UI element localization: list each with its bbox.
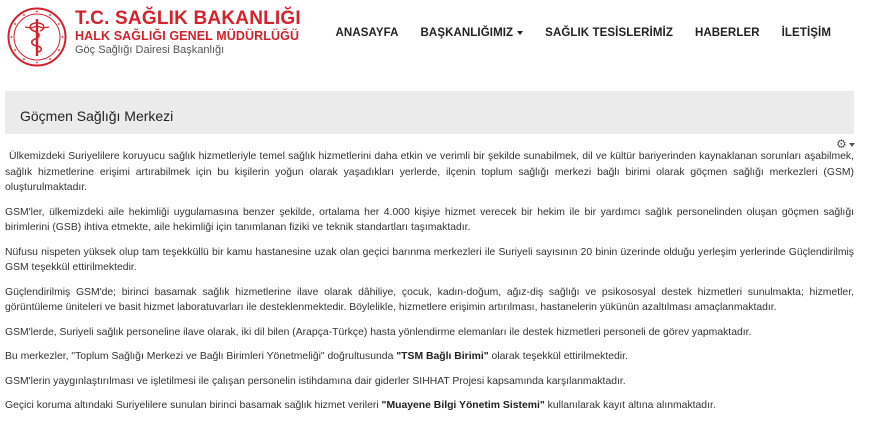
- paragraph: [5, 349, 854, 365]
- brand-title: T.C. SAĞLIK BAKANLIĞI: [75, 8, 301, 29]
- site-header: [0, 0, 880, 78]
- paragraph: [5, 398, 854, 414]
- paragraph: GSM'lerde, Suriyeli sağlık personeline ilave olarak, iki dil bilen (Arapça-Türkçe) hasta yönlendirme elemanları ile destek hizmetleri personeli de görev yapmaktadır.: [5, 326, 752, 338]
- article-body: [5, 149, 854, 423]
- text: kullanılarak kayıt altına alınmaktadır.: [544, 400, 716, 411]
- nav-item-presidency[interactable]: [410, 27, 535, 39]
- chevron-down-icon: [517, 31, 523, 35]
- paragraph: Güçlendirilmiş GSM'de; birinci basamak sağlık hizmetlerine ilave olarak dâhiliye, çocuk, kadın-doğum, ağız-diş sağlığı ve psikososyal destek hizmetleri sunulmakta; hizmetler, görüntüleme üniteleri ve basit hizmet laboratuvarları ile desteklenmektedir. Böylelikle, hizmetlere erişimin artırılması, hastanelerin yükünün azaltılması amaçlanmaktadır.: [5, 286, 854, 313]
- gear-icon: ⚙: [836, 137, 847, 151]
- bold-text: "Muayene Bilgi Yönetim Sistemi": [381, 400, 545, 411]
- text: Bu merkezler, "Toplum Sağlığı Merkezi ve Bağlı Birimleri Yönetmeliği" doğrultusunda: [5, 351, 397, 362]
- brand-subtitle: HALK SAĞLIĞI GENEL MÜDÜRLÜĞÜ: [75, 29, 300, 43]
- text: Geçici koruma altındaki Suriyelilere sunulan birinci basamak sağlık hizmet verileri: [5, 400, 382, 411]
- brand-text[interactable]: [75, 9, 301, 57]
- ministry-logo[interactable]: [7, 7, 67, 67]
- nav-item-health-facilities[interactable]: SAĞLIK TESİSLERİMİZ: [545, 27, 673, 39]
- text: olarak teşekkül ettirilmektedir.: [488, 351, 628, 362]
- paragraph: GSM'lerin yaygınlaştırılması ve işletilmesi ile çalışan personelin istihdamına dair giderler SIHHAT Projesi kapsamında karşılanmaktadır.: [5, 375, 626, 387]
- brand-department: Göç Sağlığı Dairesi Başkanlığı: [75, 44, 225, 56]
- nav-item-presidency-label: BAŞKANLIĞIMIZ: [420, 27, 514, 39]
- paragraph: Ülkemizdeki Suriyelilere koruyucu sağlık hizmetleriyle temel sağlık hizmetlerini daha etkin ve verimli bir şekilde sunabilmek, dil ve kültür bariyerinden kaynaklanan sorunları aşabilmek, sağlık hizmetlerine erişimi artırabilmek için bu kişilerin yoğun olarak yaşadıkları yerlerde, ilçenin toplum sağlığı merkezi bağlı birimi olarak göçmen sağlığı merkezleri (GSM) oluşturulmaktadır.: [5, 151, 854, 193]
- nav-item-news[interactable]: HABERLER: [694, 27, 760, 39]
- paragraph: Nüfusu nispeten yüksek olup tam teşekküllü bir kamu hastanesine uzak olan geçici barınma merkezleri ile Suriyeli sayısının 20 binin üzerinde olduğu yerleşim yerlerinde Güçlendirilmiş GSM teşekkül ettirilmektedir.: [5, 246, 854, 273]
- main-nav: [325, 27, 842, 39]
- nav-item-contact[interactable]: İLETİŞİM: [781, 27, 831, 39]
- paragraph: GSM'ler, ülkemizdeki aile hekimliği uygulamasına benzer şekilde, ortalama her 4.000 kişiye hizmet verecek bir hekim ile bir yardımcı sağlık personelinden oluşan göçmen sağlığı birimlerini (GSB) ihtiva etmekte, aile hekimliği için tanımlanan fiziki ve teknik standartları taşımaktadır.: [5, 206, 854, 233]
- nav-item-home[interactable]: ANASAYFA: [335, 27, 399, 39]
- chevron-down-icon: [849, 143, 855, 147]
- page-title: Göçmen Sağlığı Merkezi: [20, 108, 174, 124]
- page-title-bar: [5, 91, 854, 134]
- bold-text: "TSM Bağlı Birimi": [396, 351, 489, 362]
